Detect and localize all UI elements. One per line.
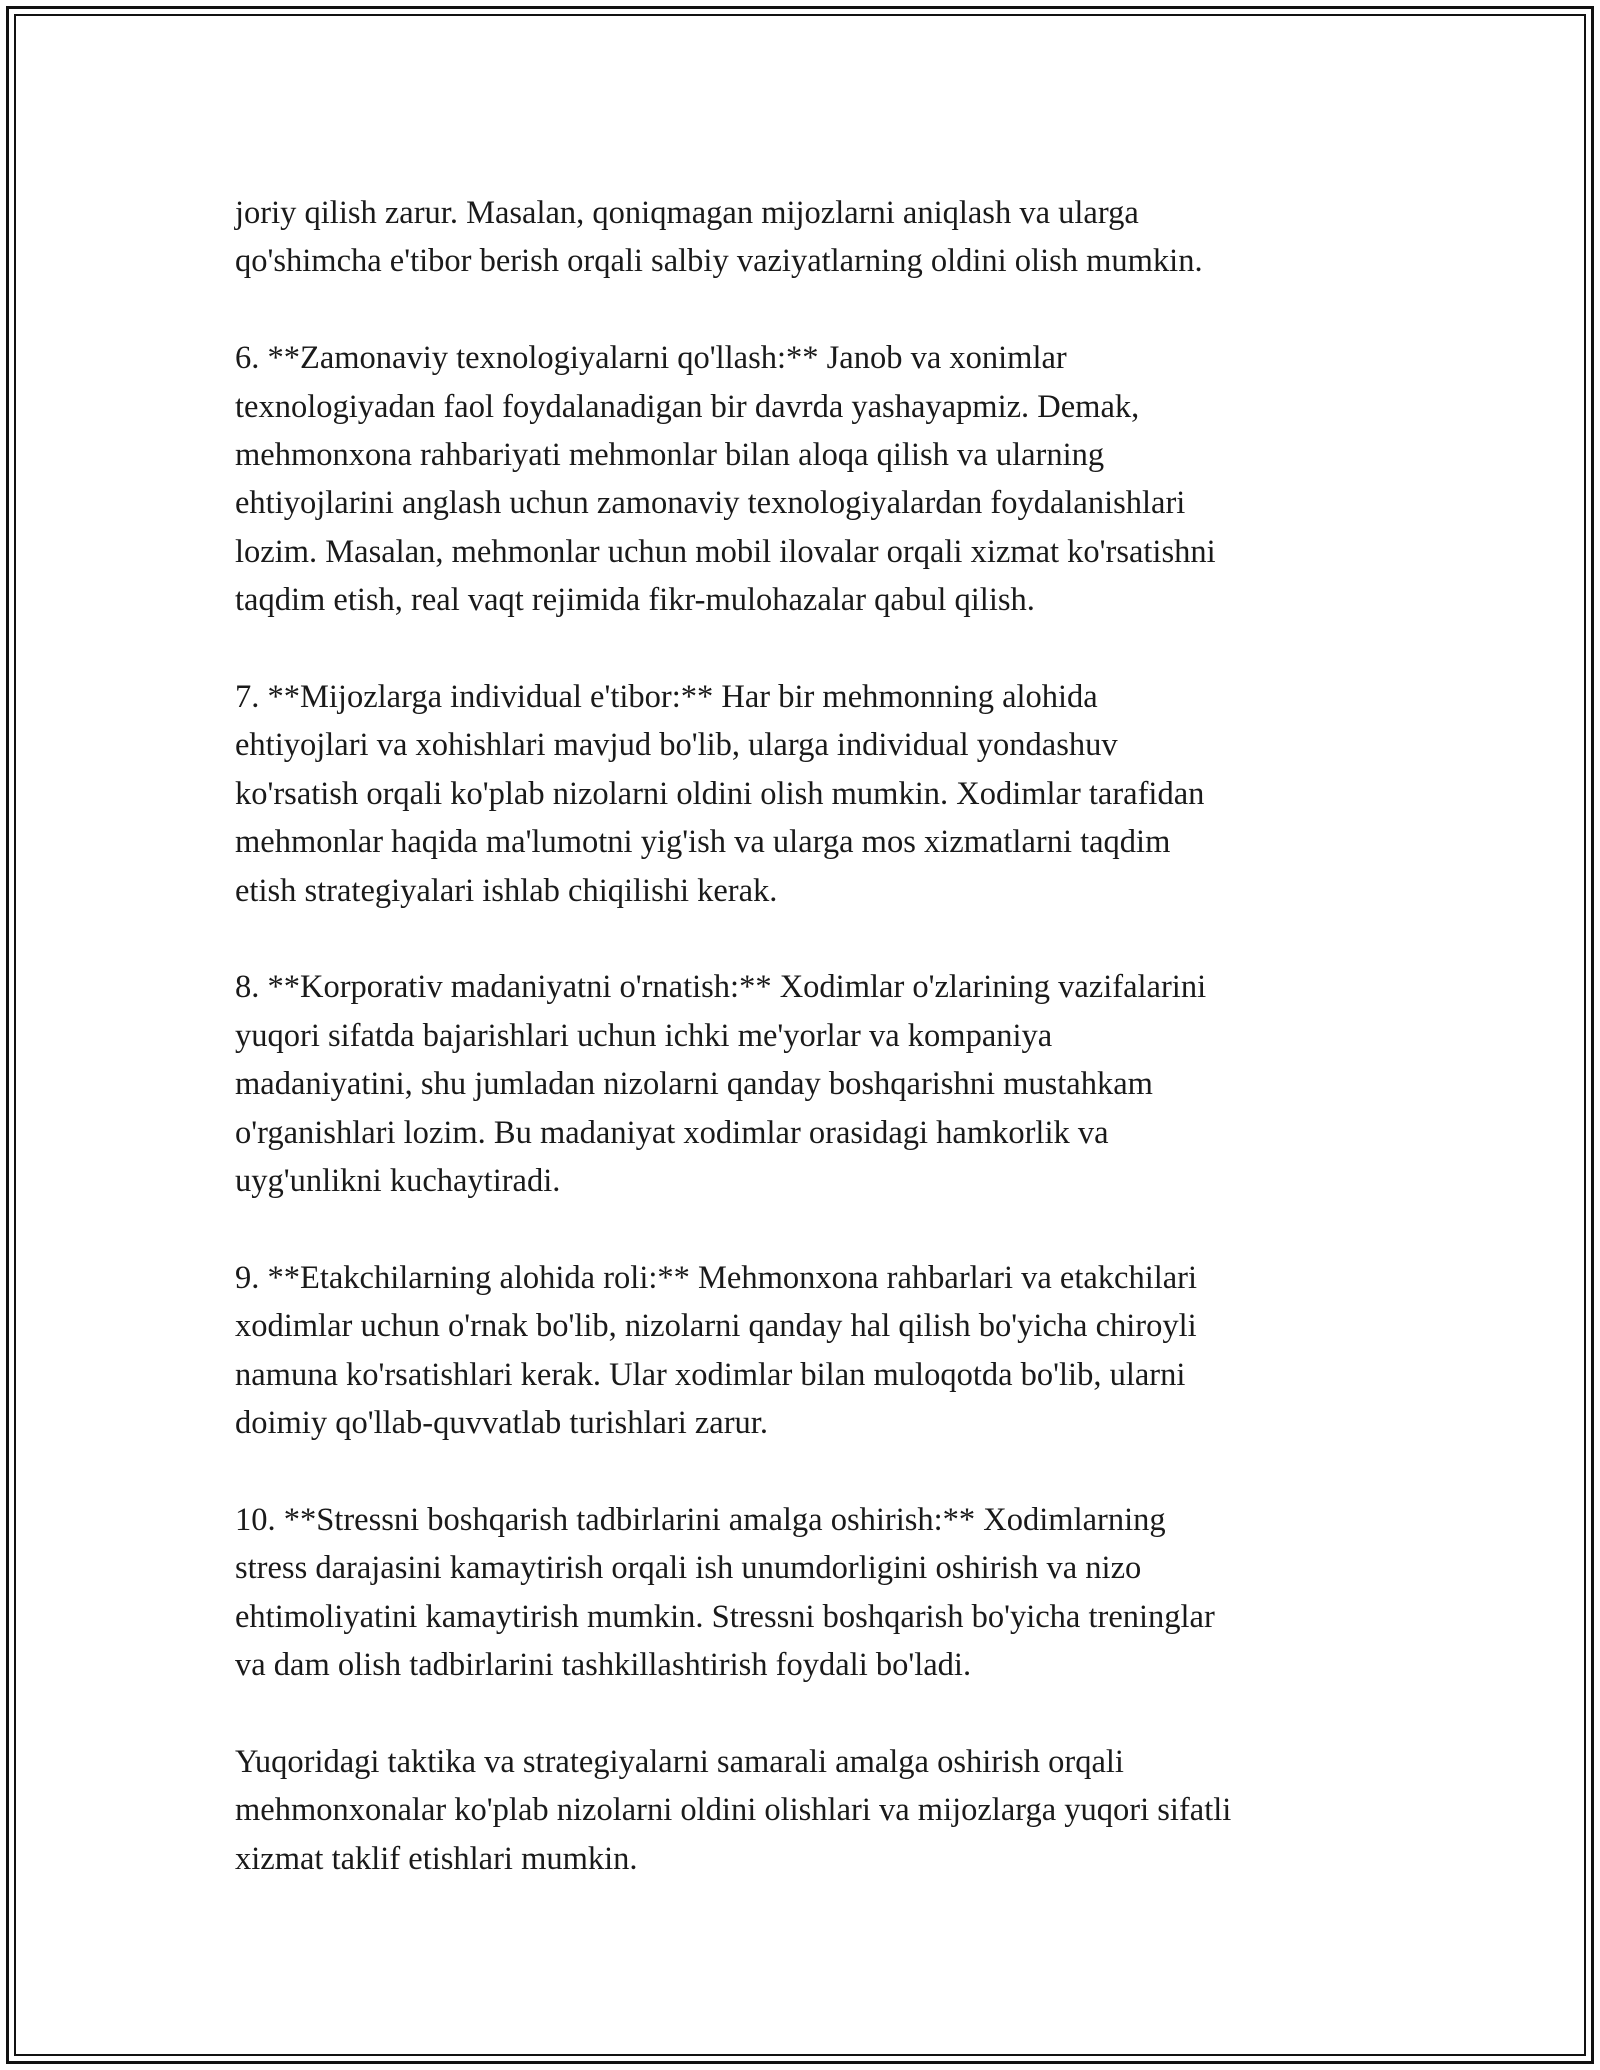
paragraph-item-8: 8. **Korporativ madaniyatni o'rnatish:** Xodimlar o'zlarining vazifalarini yuqori sifatda bajarishlari uchun ichki me'yorlar va kompaniya madaniyatini, shu jumladan nizolarni qanday boshqarishni mustahkam o'rganishlari lozim. Bu madaniyat xodimlar orasidagi hamkorlik va uyg'unlikni kuchaytiradi. xyxy=(235,969,1207,1200)
paragraph-item-10: 10. **Stressni boshqarish tadbirlarini amalga oshirish:** Xodimlarning stress darajasini kamaytirish orqali ish unumdorligini oshirish va nizo ehtimoliyatini kamaytirish mumkin. Stressni boshqarish bo'yicha treninglar va dam olish tadbirlarini tashkillashtirish foydali bo'ladi. xyxy=(235,1501,1215,1684)
paragraph-item-9: 9. **Etakchilarning alohida roli:** Mehmonxona rahbarlari va etakchilari xodimlar uchun o'rnak bo'lib, nizolarni qanday hal qilish bo'yicha chiroyli namuna ko'rsatishlari kerak. Ular xodimlar bilan muloqotda bo'lib, ularni doimiy qo'llab-quvvatlab turishlari zarur. xyxy=(235,1259,1198,1442)
paragraph-conclusion: Yuqoridagi taktika va strategiyalarni samarali amalga oshirish orqali mehmonxonalar ko'plab nizolarni oldini olishlari va mijozlarga yuqori sifatli xizmat taklif etishlari mumkin. xyxy=(235,1743,1232,1877)
paragraph-item-7: 7. **Mijozlarga individual e'tibor:** Har bir mehmonning alohida ehtiyojlari va xohishlari mavjud bo'lib, ularga individual yondashuv ko'rsatish orqali ko'plab nizolarni oldini olish mumkin. Xodimlar tarafidan mehmonlar haqida ma'lumotni yig'ish va ularga mos xizmatlarni taqdim etish strategiyalari ishlab chiqilishi kerak. xyxy=(235,679,1205,909)
paragraph-continuation: joriy qilish zarur. Masalan, qoniqmagan mijozlarni aniqlash va ularga qo'shimcha e'tibor berish orqali salbiy vaziyatlarning oldini olish mumkin. xyxy=(235,195,1203,280)
paragraph-item-6: 6. **Zamonaviy texnologiyalarni qo'llash:** Janob va xonimlar texnologiyadan faol foydalanadigan bir davrda yashayapmiz. Demak, mehmonxona rahbariyati mehmonlar bilan aloqa qilish va ularning ehtiyojlarini anglash uchun zamonaviy texnologiyalardan foydalanishlari lozim. Masalan, mehmonlar uchun mobil ilovalar orqali xizmat ko'rsatishni taqdim etish, real vaqt rejimida fikr-mulohazalar qabul qilish. xyxy=(235,340,1216,619)
document-body xyxy=(235,189,1395,1883)
